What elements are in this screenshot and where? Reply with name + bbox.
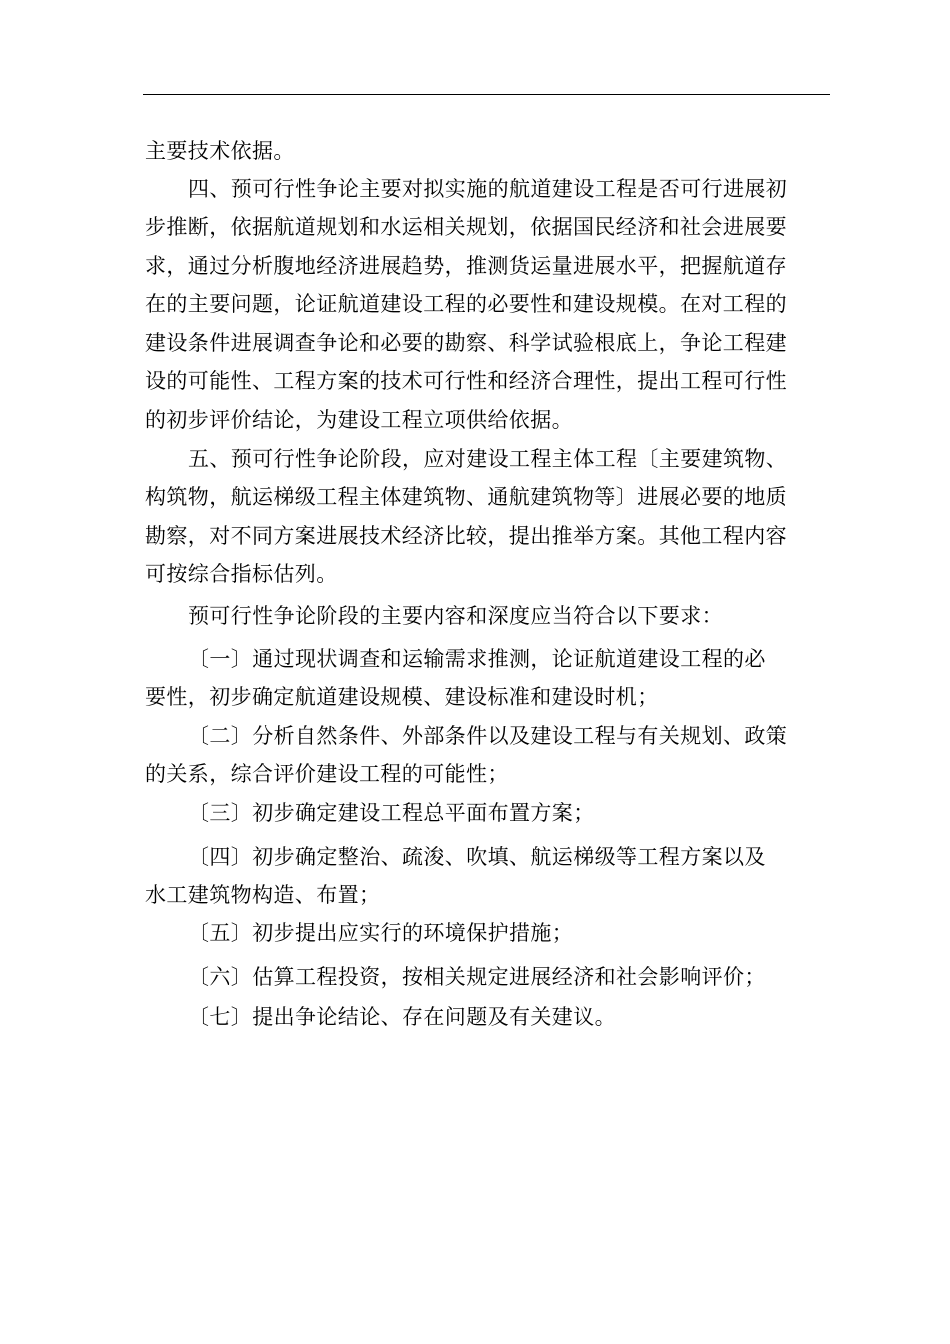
- item-4-line-2: 水工建筑物构造、布置；: [145, 883, 381, 907]
- item-1-line-2: 要性，初步确定航道建设规模、建设标准和建设时机；: [145, 685, 659, 709]
- para-5-line-4: 可按综合指标估列。: [145, 562, 338, 586]
- para-4-line-2: 步推断，依据航道规划和水运相关规划，依据国民经济和社会进展要: [145, 215, 787, 239]
- para-4-line-1: 四、预可行性争论主要对拟实施的航道建设工程是否可行进展初: [188, 177, 788, 201]
- intro-requirements: 预可行性争论阶段的主要内容和深度应当符合以下要求：: [188, 604, 723, 628]
- para-4-line-5: 建设条件进展调查争论和必要的勘察、科学试验根底上，争论工程建: [145, 331, 787, 355]
- header-rule: [143, 94, 830, 95]
- item-7: 〔七〕提出争论结论、存在问题及有关建议。: [188, 1005, 616, 1029]
- para-5-line-1: 五、预可行性争论阶段，应对建设工程主体工程〔主要建筑物、: [188, 447, 788, 471]
- item-1-line-1: 〔一〕通过现状调查和运输需求推测，论证航道建设工程的必: [188, 647, 766, 671]
- item-4-line-1: 〔四〕初步确定整治、疏浚、吹填、航运梯级等工程方案以及: [188, 845, 766, 869]
- text-line-1: 主要技术依据。: [145, 139, 295, 163]
- item-5: 〔五〕初步提出应实行的环境保护措施；: [188, 921, 574, 945]
- para-4-line-3: 求，通过分析腹地经济进展趋势，推测货运量进展水平，把握航道存: [145, 254, 787, 278]
- item-2-line-1: 〔二〕分析自然条件、外部条件以及建设工程与有关规划、政策: [188, 724, 788, 748]
- item-3: 〔三〕初步确定建设工程总平面布置方案；: [188, 801, 595, 825]
- item-2-line-2: 的关系，综合评价建设工程的可能性；: [145, 762, 509, 786]
- para-4-line-6: 设的可能性、工程方案的技术可行性和经济合理性，提出工程可行性: [145, 369, 787, 393]
- para-4-line-7: 的初步评价结论，为建设工程立项供给依据。: [145, 408, 573, 432]
- para-5-line-2: 构筑物，航运梯级工程主体建筑物、通航建筑物等〕进展必要的地质: [145, 485, 787, 509]
- para-5-line-3: 勘察，对不同方案进展技术经济比较，提出推举方案。其他工程内容: [145, 524, 787, 548]
- item-6: 〔六〕估算工程投资，按相关规定进展经济和社会影响评价；: [188, 965, 766, 989]
- para-4-line-4: 在的主要问题，论证航道建设工程的必要性和建设规模。在对工程的: [145, 292, 787, 316]
